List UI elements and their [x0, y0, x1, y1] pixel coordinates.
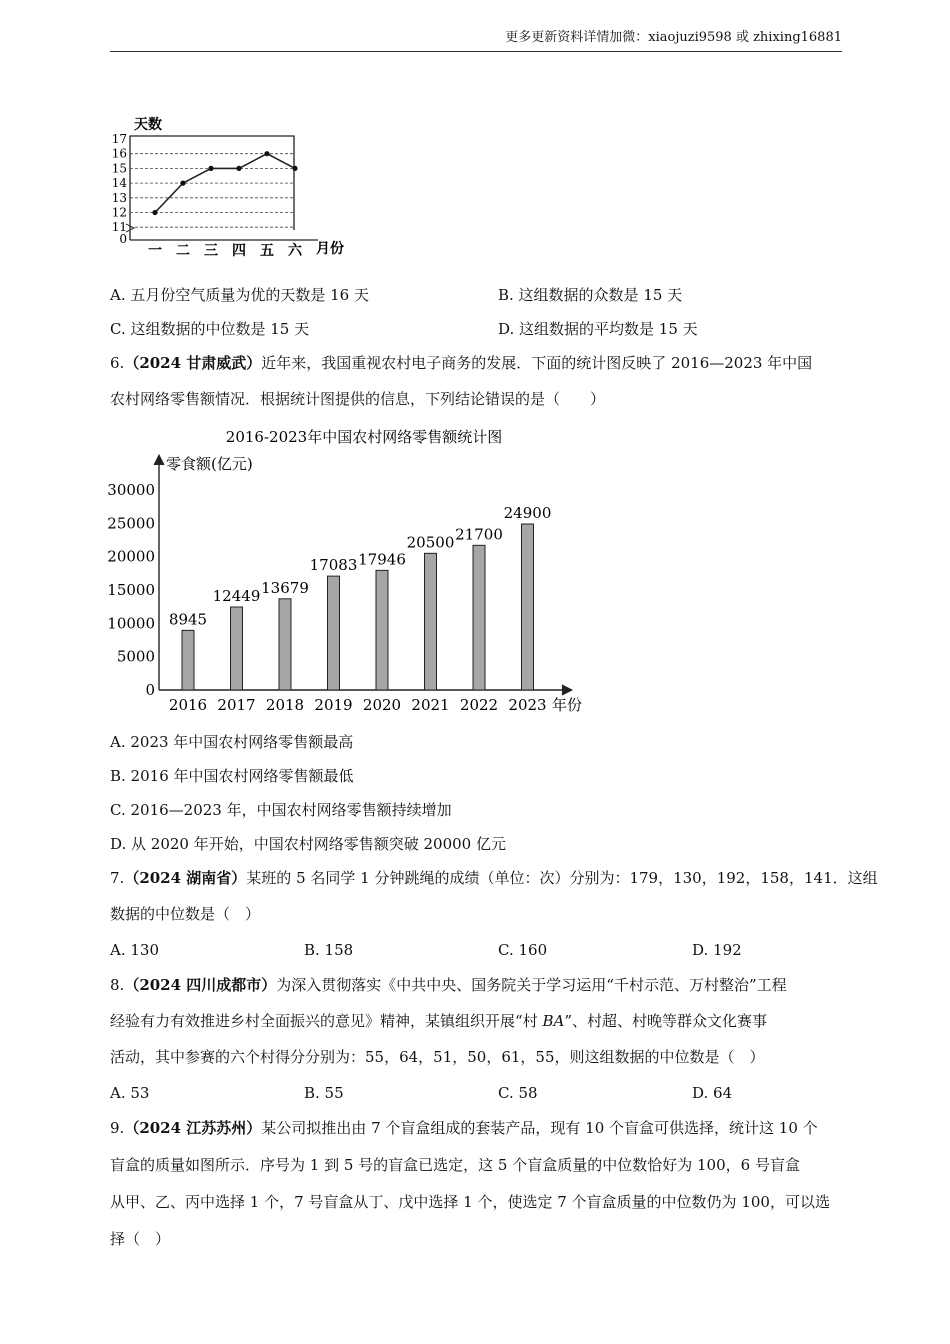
chart2-title: 2016-2023年中国农村网络零售额统计图 — [225, 428, 503, 446]
chart2-y-tick: 5000 — [116, 647, 155, 666]
q7-stem-line2: 数据的中位数是（ ） — [110, 905, 261, 923]
chart1-frame — [130, 136, 294, 240]
chart1-y-tick: 15 — [111, 161, 127, 176]
q7-number: 7. — [110, 869, 125, 887]
q9-stem-line1 — [110, 1118, 818, 1138]
chart2-x-arrow — [562, 685, 572, 695]
chart2-x-tick: 2020 — [362, 696, 402, 714]
chart1-y-tick: 14 — [111, 176, 127, 191]
q7-option-a[interactable]: A. 130 — [110, 941, 159, 959]
rural-sales-bar-chart — [104, 422, 604, 722]
q8-text2b: ”、村超、村晚等群众文化赛事 — [564, 1012, 767, 1030]
q7-stem-line1 — [110, 868, 878, 888]
chart2-bar — [522, 524, 534, 690]
chart1-point — [264, 151, 269, 156]
chart2-bar — [328, 576, 340, 690]
chart2-bar — [425, 553, 437, 690]
chart1-x-tick: 三 — [204, 243, 218, 259]
q9-stem-line3: 从甲、乙、丙中选择 1 个，7 号盲盒从丁、戊中选择 1 个，使选定 7 个盲盒质量的中位数仍为 100，可以选 — [110, 1193, 830, 1211]
q9-stem-line2: 盲盒的质量如图所示．序号为 1 到 5 号的盲盒已选定，这 5 个盲盒质量的中位数恰好为 100，6 号盲盒 — [110, 1156, 800, 1174]
chart2-y-tick: 15000 — [107, 581, 155, 599]
chart1-y-tick: 16 — [111, 146, 127, 161]
chart1-point — [292, 166, 297, 171]
chart1-y-tick: 0 — [119, 232, 127, 246]
q9-text1: 某公司拟推出由 7 个盲盒组成的套装产品，现有 10 个盲盒可供选择，统计这 10 个 — [261, 1119, 818, 1137]
chart2-y-tick: 25000 — [107, 514, 155, 533]
q5-option-c[interactable]: C. 这组数据的中位数是 15 天 — [110, 320, 310, 338]
chart2-data-label: 8945 — [168, 610, 208, 629]
chart2-bar — [376, 570, 388, 690]
chart2-y-axis-label: 零食额(亿元) — [166, 455, 253, 473]
chart2-data-label: 17083 — [309, 556, 358, 575]
chart2-y-tick: 20000 — [107, 547, 155, 566]
q8-stem-line2 — [110, 1011, 767, 1031]
chart2-bar — [473, 545, 485, 690]
q6-stem-line2: 农村网络零售额情况．根据统计图提供的信息，下列结论错误的是（ ） — [110, 390, 606, 408]
chart2-data-label: 24900 — [503, 504, 552, 522]
chart2-y-tick: 30000 — [107, 481, 155, 499]
q6-option-a[interactable]: A. 2023 年中国农村网络零售额最高 — [110, 733, 354, 751]
q5-option-d[interactable]: D. 这组数据的平均数是 15 天 — [498, 320, 698, 338]
chart1-y-tick: 12 — [111, 205, 127, 220]
q9-stem-line4: 择（ ） — [110, 1230, 171, 1248]
q8-text2a: 经验有力有效推进乡村全面振兴的意见》精神，某镇组织开展“村 — [110, 1012, 543, 1030]
chart2-data-label: 13679 — [261, 578, 309, 597]
chart1-y-tick: 11 — [111, 220, 127, 235]
q6-option-b[interactable]: B. 2016 年中国农村网络零售额最低 — [110, 767, 354, 785]
chart2-x-tick: 2021 — [411, 696, 450, 714]
q8-number: 8. — [110, 976, 125, 994]
q7-source: （2024 湖南省） — [124, 869, 247, 887]
q7-text1: 某班的 5 名同学 1 分钟跳绳的成绩（单位：次）分别为：179，130，192，158，141．这组 — [246, 869, 878, 887]
q8-text2-italic: BA — [542, 1012, 565, 1030]
chart2-x-tick: 2023 — [508, 696, 547, 714]
q6-text1: 近年来，我国重视农村电子商务的发展．下面的统计图反映了 2016—2023 年中国 — [261, 354, 813, 372]
chart2-x-axis-label: 年份 — [552, 696, 583, 714]
days-line-chart — [108, 112, 358, 262]
chart1-x-tick: 二 — [176, 243, 190, 259]
chart1-x-tick: 四 — [232, 243, 246, 259]
chart2-x-tick: 2017 — [217, 696, 256, 714]
chart1-point — [208, 166, 213, 171]
q9-source: （2024 江苏苏州） — [124, 1119, 262, 1137]
q5-option-b[interactable]: B. 这组数据的众数是 15 天 — [498, 286, 683, 304]
chart1-x-tick: 六 — [288, 243, 302, 259]
chart2-y-arrow — [154, 455, 164, 465]
q6-option-d[interactable]: D. 从 2020 年开始，中国农村网络零售额突破 20000 亿元 — [110, 835, 506, 853]
q6-stem-line1 — [110, 353, 812, 373]
chart2-data-label: 12449 — [212, 587, 261, 606]
q7-option-d[interactable]: D. 192 — [692, 941, 742, 959]
chart2-data-label: 17946 — [358, 550, 406, 569]
q8-option-d[interactable]: D. 64 — [692, 1084, 733, 1102]
chart1-point — [180, 181, 185, 186]
chart2-x-tick: 2022 — [459, 696, 499, 714]
chart2-x-tick: 2018 — [265, 696, 305, 714]
chart1-point — [236, 166, 241, 171]
chart1-point — [152, 210, 157, 215]
chart2-data-label: 21700 — [455, 525, 503, 544]
q6-source: （2024 甘肃威武） — [124, 354, 262, 372]
q5-option-a[interactable]: A. 五月份空气质量为优的天数是 16 天 — [110, 286, 369, 304]
q8-text1: 为深入贯彻落实《中共中央、国务院关于学习运用“千村示范、万村整治”工程 — [276, 976, 787, 994]
chart2-y-tick: 0 — [145, 681, 155, 699]
q7-option-b[interactable]: B. 158 — [304, 941, 354, 959]
chart2-x-tick: 2016 — [168, 696, 208, 714]
chart2-data-label: 20500 — [406, 533, 455, 552]
q8-option-c[interactable]: C. 58 — [498, 1084, 538, 1102]
q8-stem-line1 — [110, 975, 787, 995]
q9-number: 9. — [110, 1119, 125, 1137]
q6-number: 6. — [110, 354, 125, 372]
q8-option-b[interactable]: B. 55 — [304, 1084, 344, 1102]
q8-option-a[interactable]: A. 53 — [110, 1084, 150, 1102]
chart2-bar — [279, 599, 291, 690]
chart1-y-tick: 13 — [111, 190, 127, 205]
chart1-y-tick: 17 — [111, 132, 127, 146]
q6-option-c[interactable]: C. 2016—2023 年，中国农村网络零售额持续增加 — [110, 801, 452, 819]
page-header: 更多更新资料详情加微：xiaojuzi9598 或 zhixing16881 — [110, 26, 842, 52]
chart1-y-axis-label: 天数 — [134, 117, 162, 133]
chart1-x-tick: 一 — [148, 243, 162, 259]
chart1-x-tick: 五 — [260, 243, 274, 259]
chart1-x-axis-label: 月份 — [316, 241, 344, 257]
chart2-bar — [182, 630, 194, 690]
q8-source: （2024 四川成都市） — [124, 976, 277, 994]
q7-option-c[interactable]: C. 160 — [498, 941, 548, 959]
chart2-y-tick: 10000 — [107, 614, 155, 633]
chart2-x-tick: 2019 — [314, 696, 353, 714]
chart2-bar — [231, 607, 243, 690]
q8-stem-line3: 活动，其中参赛的六个村得分分别为：55，64，51，50，61，55，则这组数据的中位数是（ ） — [110, 1048, 765, 1066]
